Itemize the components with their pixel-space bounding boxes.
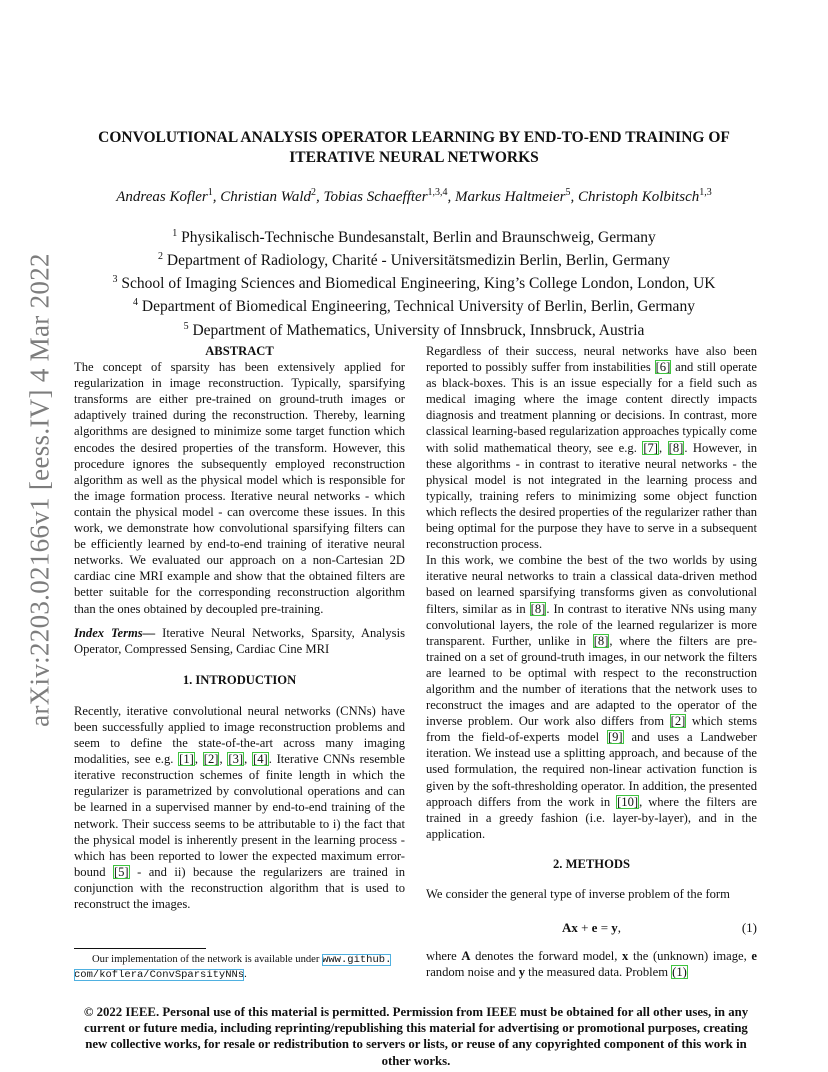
citation-link[interactable]: [10] bbox=[617, 794, 639, 809]
author-name: Tobias Schaeffter bbox=[323, 189, 428, 205]
body-text: denotes the forward model, bbox=[470, 949, 623, 963]
right-paragraph-1 bbox=[426, 343, 757, 552]
citation-link[interactable]: [2] bbox=[203, 752, 219, 767]
affiliation-line bbox=[40, 224, 788, 247]
math-symbol: A bbox=[461, 949, 471, 963]
body-text: random noise and bbox=[426, 965, 519, 980]
equation-1 bbox=[426, 920, 757, 938]
affil-text: School of Imaging Sciences and Biomedical Engineering, King’s College London, London, UK bbox=[121, 275, 716, 293]
arxiv-id-text: arXiv:2203.02166v1 [eess.IV] 4 Mar 2022 bbox=[24, 253, 55, 727]
author-name: Christoph Kolbitsch bbox=[577, 189, 700, 205]
methods-text: We consider the general type of inverse problem of the form bbox=[426, 887, 730, 901]
abstract-text: The concept of sparsity has been extensively applied for regularization in image reconstruction. Typically, sparsifying transforms are either pre-trained on ground-truth images or adaptively trained during the reconstruction. Thereby, learning algorithms are designed to minimize some target function which encodes the desired properties of the transform. However, this procedure ignores the subsequently employed reconstruction algorithm as well as the physical model which is responsible for the image formation process. Iterative neural networks - which contain the physical model - can overcome these issues. In this work, we demonstrate how convolutional sparsifying filters can be efficiently learned by end-to-end training of iterative neural networks. We evaluated our approach on a non-Cartesian 2D cardiac cine MRI example and show that the obtained filters are better suitable for the corresponding reconstruction algorithm than the ones obtained by decoupled pre-training. bbox=[74, 360, 405, 616]
body-text: , where the filters are pre-trained on a set of ground-truth images, in our network the filters are learned to be optimal with respect to the reconstruction algorithm and the number of iterations that the network uses to reconstruct the images and are adapted to the operator of the inverse problem. Our work also differs from bbox=[426, 633, 757, 729]
affil-text: Department of Radiology, Charité - Universitätsmedizin Berlin, Berlin, Germany bbox=[166, 252, 670, 270]
eq-symbol: y bbox=[611, 920, 618, 935]
body-text: . In contrast to iterative NNs using many convolutional layers, the role of the learned regularizer is more transparent. Further, unlike in bbox=[426, 601, 757, 648]
equation-body bbox=[426, 920, 757, 936]
author-name: Christian Wald bbox=[220, 189, 311, 205]
intro-text: . Iterative CNNs resemble iterative reconstruction schemes of finite length in which the regularizer is parametrized by convolutional operations and can be learned in a supervised manner by end-to-end training of the network. Their success seems to be attributable to i) the fact that the physical model is inherently present in the learning process - which has been reported to lower the expected maximum error-bound bbox=[74, 752, 406, 879]
body-text: . However, in these algorithms - in contrast to iterative neural networks - the physical model is not integrated in the learning process and typically, training refers to minimizing some object function which reflects the desired properties of the regularizer rather than being optimal for the purpose they have to serve in a subsequent reconstruction process. bbox=[426, 440, 758, 552]
right-paragraph-2 bbox=[426, 552, 757, 842]
body-text: and uses a Landweber iteration. We instead use a splitting approach, and because of the used formulation, the required non-linear activation function is given by the soft-thresholding operator. In addition, the presented approach differs from the work in bbox=[426, 730, 757, 809]
affil-text: Department of Mathematics, University of Innsbruck, Innsbruck, Austria bbox=[192, 321, 645, 339]
citation-link[interactable]: [1] bbox=[179, 752, 194, 767]
math-symbol: e bbox=[751, 949, 757, 963]
affiliation-line bbox=[40, 270, 788, 293]
body-text: In this work, we combine the best of the two worlds by using iterative neural networks to train a classical data-driven method based on learned sparsifying transforms given as convolutional filters, similar as in bbox=[426, 553, 757, 616]
title-line-1: CONVOLUTIONAL ANALYSIS OPERATOR LEARNING BY END-TO-END TRAINING OF bbox=[98, 129, 730, 146]
index-terms-text: Iterative Neural Networks, Sparsity, Analysis Operator, Compressed Sensing, Cardiac Cine MRI bbox=[74, 625, 405, 656]
author-affil-sup: 1,3,4 bbox=[427, 187, 448, 198]
eq-symbol: e bbox=[591, 920, 598, 935]
index-terms bbox=[74, 625, 405, 657]
introduction-heading: 1. INTRODUCTION bbox=[182, 672, 297, 687]
affiliation-line bbox=[40, 317, 788, 340]
footnote-end: . bbox=[244, 968, 247, 980]
right-column bbox=[426, 343, 757, 902]
citation-link[interactable]: [9] bbox=[607, 730, 623, 745]
author-name: Markus Haltmeier bbox=[455, 189, 566, 205]
citation-link[interactable]: [8] bbox=[668, 440, 684, 455]
github-url-link[interactable]: www.github. bbox=[322, 954, 392, 966]
methods-after-text bbox=[426, 948, 757, 980]
citation-link[interactable]: [8] bbox=[593, 633, 609, 648]
footnote bbox=[74, 953, 405, 982]
separator: , bbox=[219, 752, 228, 767]
eq-operator: = bbox=[597, 920, 612, 935]
body-text: Regardless of their success, neural networks have also been reported to possibly suffer from instabilities bbox=[426, 344, 757, 375]
separator: , bbox=[244, 752, 252, 767]
equation-number: (1) bbox=[741, 920, 757, 935]
citation-link[interactable]: [5] bbox=[113, 864, 129, 879]
body-text: and still operate as black-boxes. This is an issue especially for a field such as medical imaging where the image content directly impacts diagnosis and treatment planning or decisions. In contrast, more classical learning-based regularization approaches typically come with solid mathematical theory, see e.g. bbox=[426, 360, 757, 455]
math-symbol: y bbox=[518, 965, 525, 980]
math-symbol: x bbox=[622, 949, 629, 963]
affil-text: Physikalisch-Technische Bundesanstalt, Berlin and Braunschweig, Germany bbox=[181, 229, 656, 247]
affil-sup: 1 bbox=[172, 228, 178, 239]
body-text: the measured data. Problem bbox=[524, 965, 672, 980]
affiliation-line bbox=[40, 293, 788, 316]
author-affil-sup: 1,3 bbox=[699, 187, 712, 198]
separator: , bbox=[194, 752, 203, 767]
affiliation-line bbox=[40, 247, 788, 270]
arxiv-side-identifier bbox=[20, 253, 60, 727]
affil-text: Department of Biomedical Engineering, Technical University of Berlin, Berlin, Germany bbox=[141, 298, 695, 316]
affil-sup: 2 bbox=[158, 251, 164, 263]
methods-heading: 2. METHODS bbox=[553, 856, 630, 871]
footnote-text: Our implementation of the network is available under bbox=[92, 954, 323, 965]
paper-title bbox=[60, 128, 768, 168]
abstract-heading: ABSTRACT bbox=[205, 344, 274, 358]
body-text: , where the filters are trained in a greedy fashion (i.e. layer-by-layer), and in the application. bbox=[426, 794, 757, 841]
body-text: which stems from the field-of-experts model bbox=[426, 714, 757, 745]
eq-punct: , bbox=[617, 920, 622, 935]
author-affil-sup: 2 bbox=[311, 187, 316, 198]
citation-link[interactable]: [6] bbox=[655, 360, 671, 375]
citation-link[interactable]: [7] bbox=[643, 440, 658, 455]
eq-symbol: A bbox=[561, 920, 572, 935]
eq-symbol: x bbox=[571, 920, 578, 935]
citation-link[interactable]: [4] bbox=[253, 752, 268, 767]
body-text: where bbox=[426, 949, 462, 963]
left-column bbox=[74, 343, 405, 912]
footnote-rule bbox=[74, 948, 206, 949]
index-terms-label: Index Terms— bbox=[74, 625, 156, 640]
affil-sup: 4 bbox=[133, 297, 139, 309]
citation-link[interactable]: [2] bbox=[670, 714, 686, 729]
body-text: the (unknown) image, bbox=[628, 949, 752, 963]
eq-operator: + bbox=[577, 920, 592, 935]
affil-sup: 3 bbox=[112, 274, 118, 286]
copyright-notice: © 2022 IEEE. Personal use of this material is permitted. Permission from IEEE must be obtained for all other uses, in any current or future media, including reprinting/republishing this material for advertising or promotional purposes, creating new collective works, for resale or redistribution to servers or lists, or reuse of any copyrighted component of this work in other works. bbox=[83, 1005, 749, 1068]
citation-link[interactable]: [8] bbox=[530, 601, 546, 616]
author-affil-sup: 1 bbox=[207, 187, 213, 198]
title-line-2: ITERATIVE NEURAL NETWORKS bbox=[289, 149, 539, 166]
citation-link[interactable]: [3] bbox=[228, 752, 244, 767]
github-url-link[interactable]: com/koflera/ConvSparsityNNs bbox=[74, 968, 245, 981]
author-affil-sup: 5 bbox=[565, 187, 571, 198]
methods-continuation bbox=[426, 948, 757, 980]
affil-sup: 5 bbox=[183, 320, 189, 332]
author-list: Andreas Kofler$^1$, Christian Wald$^2$, Tobias Schaeffter$^{1,3,4}$, Markus Haltmeier$^5$, Christoph Kolbitsch$^{1,3}$ bbox=[116, 187, 712, 205]
intro-text: Recently, iterative convolutional neural networks (CNNs) have been successfully applied to image reconstruction problems and seem to define the state-of-the-art across many imaging modalities, see e.g. bbox=[74, 703, 405, 767]
intro-text: - and ii) because the regularizers are trained in conjunction with the reconstruction algorithm that is used to reconstruct the images. bbox=[74, 864, 405, 911]
separator: , bbox=[659, 440, 668, 455]
affiliation-list bbox=[40, 224, 788, 340]
equation-ref-link[interactable]: (1) bbox=[672, 965, 687, 980]
introduction-paragraph bbox=[74, 703, 405, 912]
author-name: Andreas Kofler bbox=[116, 189, 208, 205]
